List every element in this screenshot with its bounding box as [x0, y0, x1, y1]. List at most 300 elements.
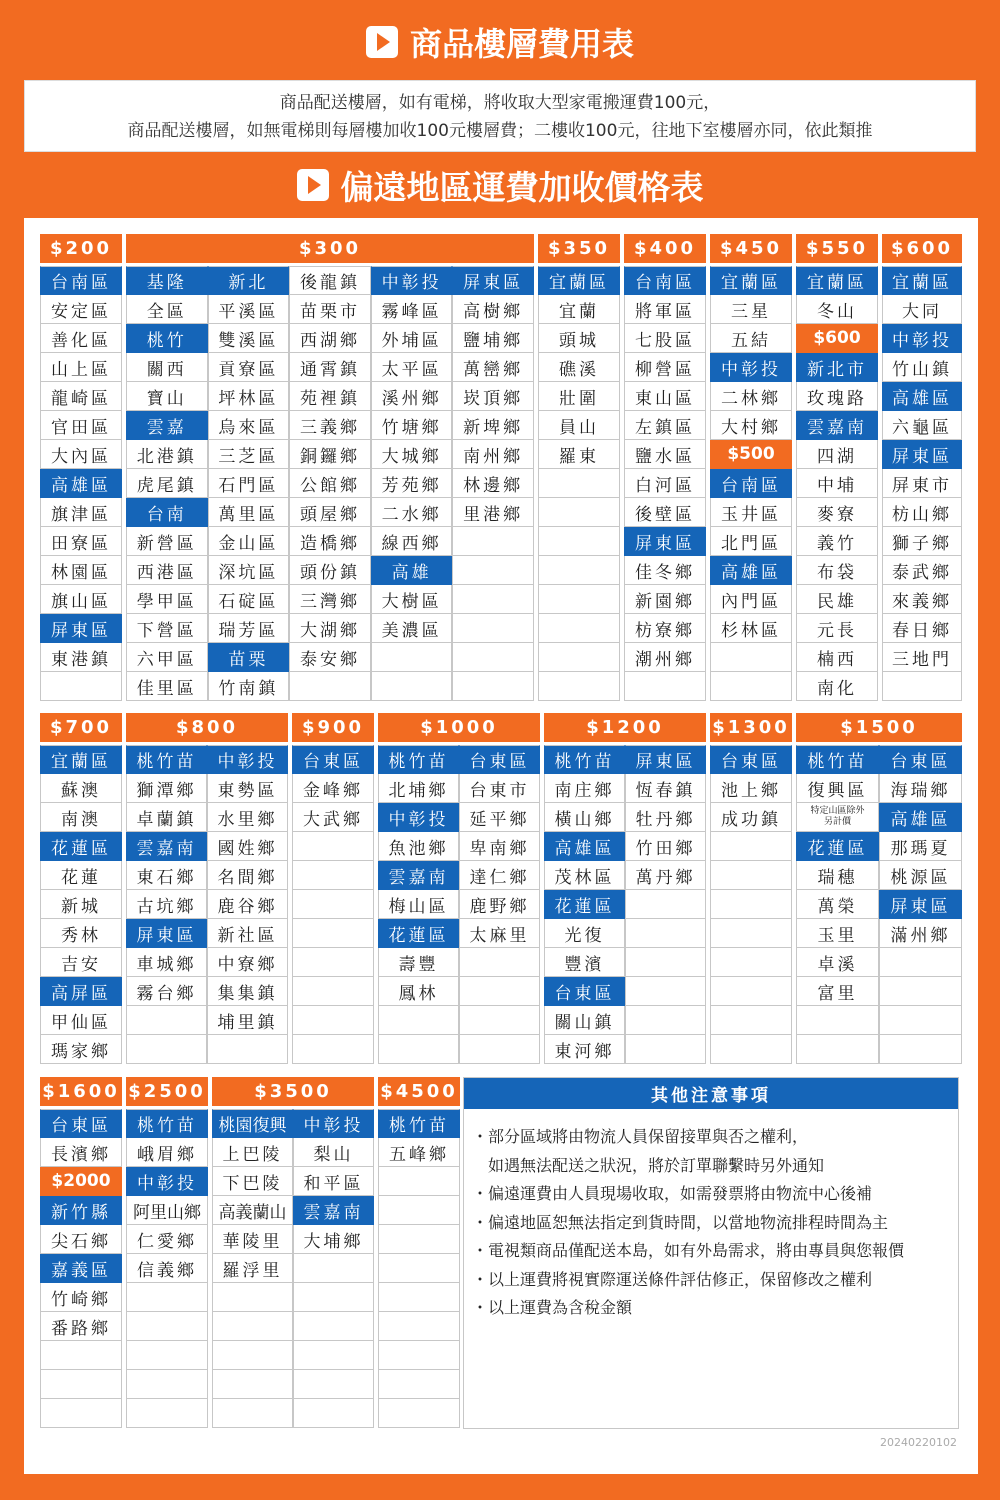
region-cell: [459, 948, 540, 977]
region-cell: [378, 1399, 460, 1428]
region-cell: 楠西: [796, 643, 878, 672]
region-cell: [371, 643, 453, 672]
region-cell: [293, 1283, 374, 1312]
region-cell: 台東區: [40, 1109, 122, 1138]
region-cell: [40, 1399, 122, 1428]
region-cell: 西湖鄉: [289, 324, 371, 353]
region-cell: 里港鄉: [452, 498, 534, 527]
region-cell: [452, 614, 534, 643]
region-cell: 成功鎮: [710, 803, 792, 832]
region-cell: 通霄鎮: [289, 353, 371, 382]
region-cell: 頭屋鄉: [289, 498, 371, 527]
region-cell: 竹南鎮: [208, 672, 290, 701]
region-cell: 大城鄉: [371, 440, 453, 469]
region-cell: 秀林: [40, 919, 122, 948]
region-cell: 梅山區: [378, 890, 459, 919]
page-subtitle: 偏遠地區運費加收價格表: [340, 167, 704, 207]
region-cell: 宜蘭區: [710, 266, 792, 295]
region-cell: 國姓鄉: [207, 832, 288, 861]
region-cell: [452, 527, 534, 556]
region-cell: 和平區: [293, 1167, 374, 1196]
price-header: $1600: [40, 1077, 122, 1106]
region-cell: 仁愛鄉: [126, 1225, 208, 1254]
region-cell: 新營區: [126, 527, 208, 556]
region-cell: 瑞芳區: [208, 614, 290, 643]
region-cell: 東石鄉: [126, 861, 207, 890]
region-cell: [378, 1225, 460, 1254]
region-cell: 左鎮區: [624, 411, 706, 440]
region-cell: 高雄: [371, 556, 453, 585]
region-cell: 南州鄉: [452, 440, 534, 469]
region-cell: 旗山區: [40, 585, 122, 614]
region-cell: [625, 890, 706, 919]
region-cell: [292, 1035, 374, 1064]
region-cell: [624, 672, 706, 701]
region-cell: [452, 672, 534, 701]
region-cell: 苗栗市: [289, 295, 371, 324]
region-cell: 埔里鎮: [207, 1006, 288, 1035]
region-cell: 雲嘉南: [378, 861, 459, 890]
region-cell: [378, 1341, 460, 1370]
region-cell: 鹽埔鄉: [452, 324, 534, 353]
region-cell: 達仁鄉: [459, 861, 540, 890]
region-cell: 鹿野鄉: [459, 890, 540, 919]
region-cell: 台東區: [544, 977, 625, 1006]
region-cell: 義竹: [796, 527, 878, 556]
region-cell: [378, 1167, 460, 1196]
region-cell: 新埤鄉: [452, 411, 534, 440]
region-cell: 花蓮區: [796, 832, 879, 861]
region-cell: 新社區: [207, 919, 288, 948]
region-cell: [292, 948, 374, 977]
region-cell: 大村鄉: [710, 411, 792, 440]
region-cell: 大湖鄉: [289, 614, 371, 643]
region-cell: 信義鄉: [126, 1254, 208, 1283]
region-cell: 高雄區: [40, 469, 122, 498]
region-cell: [292, 1006, 374, 1035]
region-cell: 海瑞鄉: [879, 774, 962, 803]
region-cell: 牡丹鄉: [625, 803, 706, 832]
region-cell: 玉里: [796, 919, 879, 948]
region-cell: 屏東區: [879, 890, 962, 919]
price-group: [40, 1077, 122, 1428]
region-cell: 竹山鎮: [882, 353, 962, 382]
region-cell: $500: [710, 440, 792, 469]
region-cell: 獅子鄉: [882, 527, 962, 556]
region-cell: 甲仙區: [40, 1006, 122, 1035]
region-cell: 關西: [126, 353, 208, 382]
region-cell: 延平鄉: [459, 803, 540, 832]
region-cell: 坪林區: [208, 382, 290, 411]
region-cell: 春日鄉: [882, 614, 962, 643]
region-cell: [293, 1399, 374, 1428]
region-cell: [538, 556, 620, 585]
region-cell: 桃竹苗: [378, 1109, 460, 1138]
region-cell: 中彰投: [882, 324, 962, 353]
region-cell: 北門區: [710, 527, 792, 556]
region-cell: [710, 1006, 792, 1035]
region-cell: 屏東區: [882, 440, 962, 469]
region-cell: 那瑪夏: [879, 832, 962, 861]
region-cell: 關山鎮: [544, 1006, 625, 1035]
region-cell: 安定區: [40, 295, 122, 324]
region-cell: 阿里山鄉: [126, 1196, 208, 1225]
region-cell: 竹塘鄉: [371, 411, 453, 440]
region-cell: 桃竹: [126, 324, 208, 353]
region-cell: 台東區: [292, 745, 374, 774]
region-cell: 華陵里: [212, 1225, 293, 1254]
region-cell: 玉井區: [710, 498, 792, 527]
region-cell: [126, 1312, 208, 1341]
region-cell: 鹽水區: [624, 440, 706, 469]
region-cell: [882, 672, 962, 701]
region-cell: [212, 1312, 293, 1341]
region-cell: 南化: [796, 672, 878, 701]
region-cell: [212, 1341, 293, 1370]
region-cell: [378, 1312, 460, 1341]
document-code: 20240220102: [880, 1436, 957, 1449]
price-header: $1000: [378, 713, 540, 742]
region-cell: 北埔鄉: [378, 774, 459, 803]
region-cell: 水里鄉: [207, 803, 288, 832]
price-group: [126, 234, 534, 701]
region-cell: [292, 919, 374, 948]
region-cell: 宜蘭區: [882, 266, 962, 295]
region-cell: 高屏區: [40, 977, 122, 1006]
region-cell: 新園鄉: [624, 585, 706, 614]
region-cell: 梨山: [293, 1138, 374, 1167]
region-cell: 五結: [710, 324, 792, 353]
region-cell: 白河區: [624, 469, 706, 498]
region-cell: [126, 1341, 208, 1370]
region-cell: 復興區: [796, 774, 879, 803]
region-cell: [293, 1312, 374, 1341]
region-cell: 中彰投: [207, 745, 288, 774]
region-cell: 員山: [538, 411, 620, 440]
region-cell: 善化區: [40, 324, 122, 353]
region-cell: 金山區: [208, 527, 290, 556]
region-cell: 太麻里: [459, 919, 540, 948]
region-cell: 田寮區: [40, 527, 122, 556]
region-cell: 後壁區: [624, 498, 706, 527]
region-cell: 深坑區: [208, 556, 290, 585]
note-item: ・ 電視類商品僅配送本島，如有外島需求，將由專員與您報價: [472, 1237, 958, 1266]
region-cell: 雲嘉南: [796, 411, 878, 440]
price-header: $300: [126, 234, 534, 263]
region-cell: [625, 977, 706, 1006]
region-cell: [625, 919, 706, 948]
price-group: [378, 1077, 460, 1428]
region-cell: 學甲區: [126, 585, 208, 614]
region-cell: 南澳: [40, 803, 122, 832]
region-cell: 三義鄉: [289, 411, 371, 440]
region-cell: 東港鎮: [40, 643, 122, 672]
region-cell: [293, 1341, 374, 1370]
price-group: [882, 234, 962, 701]
region-cell: 台南區: [40, 266, 122, 295]
note-item: ・ 以上運費將視實際運送條件評估修正，保留修改之權利: [472, 1266, 958, 1295]
region-cell: 溪州鄉: [371, 382, 453, 411]
region-cell: 瑞穗: [796, 861, 879, 890]
region-cell: 滿州鄉: [879, 919, 962, 948]
region-cell: [40, 1341, 122, 1370]
note-item: ・ 偏遠運費由人員現場收取，如需發票將由物流中心後補: [472, 1180, 958, 1209]
region-cell: 貢寮區: [208, 353, 290, 382]
region-cell: 三星: [710, 295, 792, 324]
region-cell: 大內區: [40, 440, 122, 469]
region-cell: 山上區: [40, 353, 122, 382]
floor-fee-notice: [24, 80, 976, 152]
price-group: [538, 234, 620, 701]
note-item: 如遇無法配送之狀況，將於訂單聯繫時另外通知: [488, 1155, 825, 1175]
region-cell: 高雄區: [544, 832, 625, 861]
region-cell: 中埔: [796, 469, 878, 498]
region-cell: 旗津區: [40, 498, 122, 527]
region-cell: 二水鄉: [371, 498, 453, 527]
region-cell: 橫山鄉: [544, 803, 625, 832]
region-cell: [126, 1035, 207, 1064]
region-cell: [538, 585, 620, 614]
region-cell: 五峰鄉: [378, 1138, 460, 1167]
region-cell: [710, 861, 792, 890]
region-cell: 中彰投: [710, 353, 792, 382]
region-cell: [292, 890, 374, 919]
region-cell: [625, 948, 706, 977]
region-cell: 龍崎區: [40, 382, 122, 411]
region-cell: [40, 1370, 122, 1399]
region-cell: [879, 1035, 962, 1064]
region-cell: 古坑鄉: [126, 890, 207, 919]
region-cell: 桃源區: [879, 861, 962, 890]
price-header: $3500: [212, 1077, 374, 1106]
subtitle-bar: [0, 162, 1000, 208]
region-cell: $600: [796, 324, 878, 353]
region-cell: 宜蘭區: [40, 745, 122, 774]
region-cell: 雙溪區: [208, 324, 290, 353]
region-cell: 苗栗: [208, 643, 290, 672]
region-cell: 後龍鎮: [289, 266, 371, 295]
region-cell: 大同: [882, 295, 962, 324]
region-cell: 萬榮: [796, 890, 879, 919]
region-cell: 屏東區: [624, 527, 706, 556]
region-cell: [292, 832, 374, 861]
region-cell: [289, 672, 371, 701]
region-cell: [126, 1399, 208, 1428]
region-cell: 萬丹鄉: [625, 861, 706, 890]
region-cell: 大埔鄉: [293, 1225, 374, 1254]
region-cell: 基隆: [126, 266, 208, 295]
region-cell: 新竹縣: [40, 1196, 122, 1225]
region-cell: 全區: [126, 295, 208, 324]
region-cell: 屏東區: [126, 919, 207, 948]
region-cell: 枋寮鄉: [624, 614, 706, 643]
region-cell: [796, 1006, 879, 1035]
region-cell: 林園區: [40, 556, 122, 585]
region-cell: 平溪區: [208, 295, 290, 324]
region-cell: 高樹鄉: [452, 295, 534, 324]
region-cell: 來義鄉: [882, 585, 962, 614]
region-cell: 東勢區: [207, 774, 288, 803]
region-cell: 車城鄉: [126, 948, 207, 977]
region-cell: [710, 890, 792, 919]
price-group: [796, 713, 962, 1064]
region-cell: [879, 1006, 962, 1035]
region-cell: 瑪家鄉: [40, 1035, 122, 1064]
region-cell: 南庄鄉: [544, 774, 625, 803]
region-cell: 富里: [796, 977, 879, 1006]
region-cell: [710, 643, 792, 672]
region-cell: 竹崎鄉: [40, 1283, 122, 1312]
price-header: $200: [40, 234, 122, 263]
region-cell: 中彰投: [126, 1167, 208, 1196]
price-header: $700: [40, 713, 122, 742]
region-cell: [293, 1254, 374, 1283]
region-cell: 頭份鎮: [289, 556, 371, 585]
play-icon: [366, 26, 398, 58]
region-cell: 豐濱: [544, 948, 625, 977]
price-header: $1300: [710, 713, 792, 742]
price-group: [212, 1077, 374, 1428]
region-cell: [710, 948, 792, 977]
region-cell: 枋山鄉: [882, 498, 962, 527]
region-cell: 銅鑼鄉: [289, 440, 371, 469]
region-cell: 台南: [126, 498, 208, 527]
region-cell: 鹿谷鄉: [207, 890, 288, 919]
note-item: ・ 以上運費為含稅金額: [472, 1294, 958, 1323]
region-cell: 三地門: [882, 643, 962, 672]
region-cell: 頭城: [538, 324, 620, 353]
region-cell: 屏東區: [452, 266, 534, 295]
region-cell: 雲嘉南: [126, 832, 207, 861]
region-cell: [538, 498, 620, 527]
price-group: [544, 713, 706, 1064]
region-cell: [292, 861, 374, 890]
region-cell: 尖石鄉: [40, 1225, 122, 1254]
region-cell: 芳苑鄉: [371, 469, 453, 498]
region-cell: [452, 643, 534, 672]
region-cell: 宜蘭: [538, 295, 620, 324]
region-cell: [538, 614, 620, 643]
region-cell: 布袋: [796, 556, 878, 585]
region-cell: 花蓮: [40, 861, 122, 890]
region-cell: 番路鄉: [40, 1312, 122, 1341]
region-cell: 蘇澳: [40, 774, 122, 803]
price-group: [624, 234, 706, 701]
region-cell: 石門區: [208, 469, 290, 498]
region-cell: 雲嘉南: [293, 1196, 374, 1225]
region-cell: 台南區: [624, 266, 706, 295]
notes-title: 其他注意事項: [464, 1078, 958, 1109]
region-cell: [452, 556, 534, 585]
region-cell: 台東區: [879, 745, 962, 774]
region-cell: 泰安鄉: [289, 643, 371, 672]
price-group: [292, 713, 374, 1064]
region-cell: 屏東區: [625, 745, 706, 774]
region-cell: [459, 1006, 540, 1035]
price-header: $400: [624, 234, 706, 263]
price-header: $4500: [378, 1077, 460, 1106]
region-cell: 四湖: [796, 440, 878, 469]
region-cell: 恆春鎮: [625, 774, 706, 803]
region-cell: 麥寮: [796, 498, 878, 527]
region-cell: [212, 1283, 293, 1312]
region-cell: 二林鄉: [710, 382, 792, 411]
region-cell: 潮州鄉: [624, 643, 706, 672]
region-cell: 集集鎮: [207, 977, 288, 1006]
region-cell: 泰武鄉: [882, 556, 962, 585]
notes-box: [463, 1077, 959, 1429]
region-cell: 石碇區: [208, 585, 290, 614]
region-cell: [538, 527, 620, 556]
price-header: $450: [710, 234, 792, 263]
region-cell: 元長: [796, 614, 878, 643]
region-cell: [538, 672, 620, 701]
region-cell: 花蓮區: [544, 890, 625, 919]
region-cell: 宜蘭區: [796, 266, 878, 295]
region-cell: 林邊鄉: [452, 469, 534, 498]
region-cell: 線西鄉: [371, 527, 453, 556]
note-item: ・ 偏遠地區恕無法指定到貨時間，以當地物流排程時間為主: [472, 1209, 958, 1238]
region-cell: 公館鄉: [289, 469, 371, 498]
region-cell: [538, 643, 620, 672]
region-cell: 虎尾鎮: [126, 469, 208, 498]
region-cell: 台東市: [459, 774, 540, 803]
region-cell: [378, 1370, 460, 1399]
price-header: $2500: [126, 1077, 208, 1106]
region-cell: 魚池鄉: [378, 832, 459, 861]
region-cell: 台東區: [710, 745, 792, 774]
note-item: ・ 部分區域將由物流人員保留接單與否之權利，: [472, 1123, 958, 1152]
region-cell: [378, 1283, 460, 1312]
region-cell: 崁頂鄉: [452, 382, 534, 411]
region-cell: 竹田鄉: [625, 832, 706, 861]
region-cell: [796, 1035, 879, 1064]
region-cell: 下營區: [126, 614, 208, 643]
region-cell: 新北: [208, 266, 290, 295]
region-cell: [459, 1035, 540, 1064]
region-cell: [293, 1370, 374, 1399]
region-cell: 卓溪: [796, 948, 879, 977]
region-cell: 玫瑰路: [796, 382, 878, 411]
region-cell: 光復: [544, 919, 625, 948]
region-cell: [126, 1006, 207, 1035]
price-group: [40, 713, 122, 1064]
region-cell: 東山區: [624, 382, 706, 411]
region-cell: 高雄區: [710, 556, 792, 585]
page-title: 商品樓層費用表: [409, 25, 634, 63]
region-cell: 寶山: [126, 382, 208, 411]
region-cell: 官田區: [40, 411, 122, 440]
region-cell: 柳營區: [624, 353, 706, 382]
region-cell: 三芝區: [208, 440, 290, 469]
region-cell: 桃竹苗: [126, 745, 207, 774]
region-cell: 霧峰區: [371, 295, 453, 324]
region-cell: 池上鄉: [710, 774, 792, 803]
region-cell: [378, 1006, 459, 1035]
region-cell: 北港鎮: [126, 440, 208, 469]
region-cell: [452, 585, 534, 614]
price-group: [126, 1077, 208, 1428]
region-cell: 礁溪: [538, 353, 620, 382]
region-cell: 冬山: [796, 295, 878, 324]
region-cell: 壯圍: [538, 382, 620, 411]
price-header: $800: [126, 713, 288, 742]
region-cell: 卑南鄉: [459, 832, 540, 861]
region-cell: 羅浮里: [212, 1254, 293, 1283]
region-cell: 苑裡鎮: [289, 382, 371, 411]
region-cell: 卓蘭鎮: [126, 803, 207, 832]
region-cell: [710, 672, 792, 701]
